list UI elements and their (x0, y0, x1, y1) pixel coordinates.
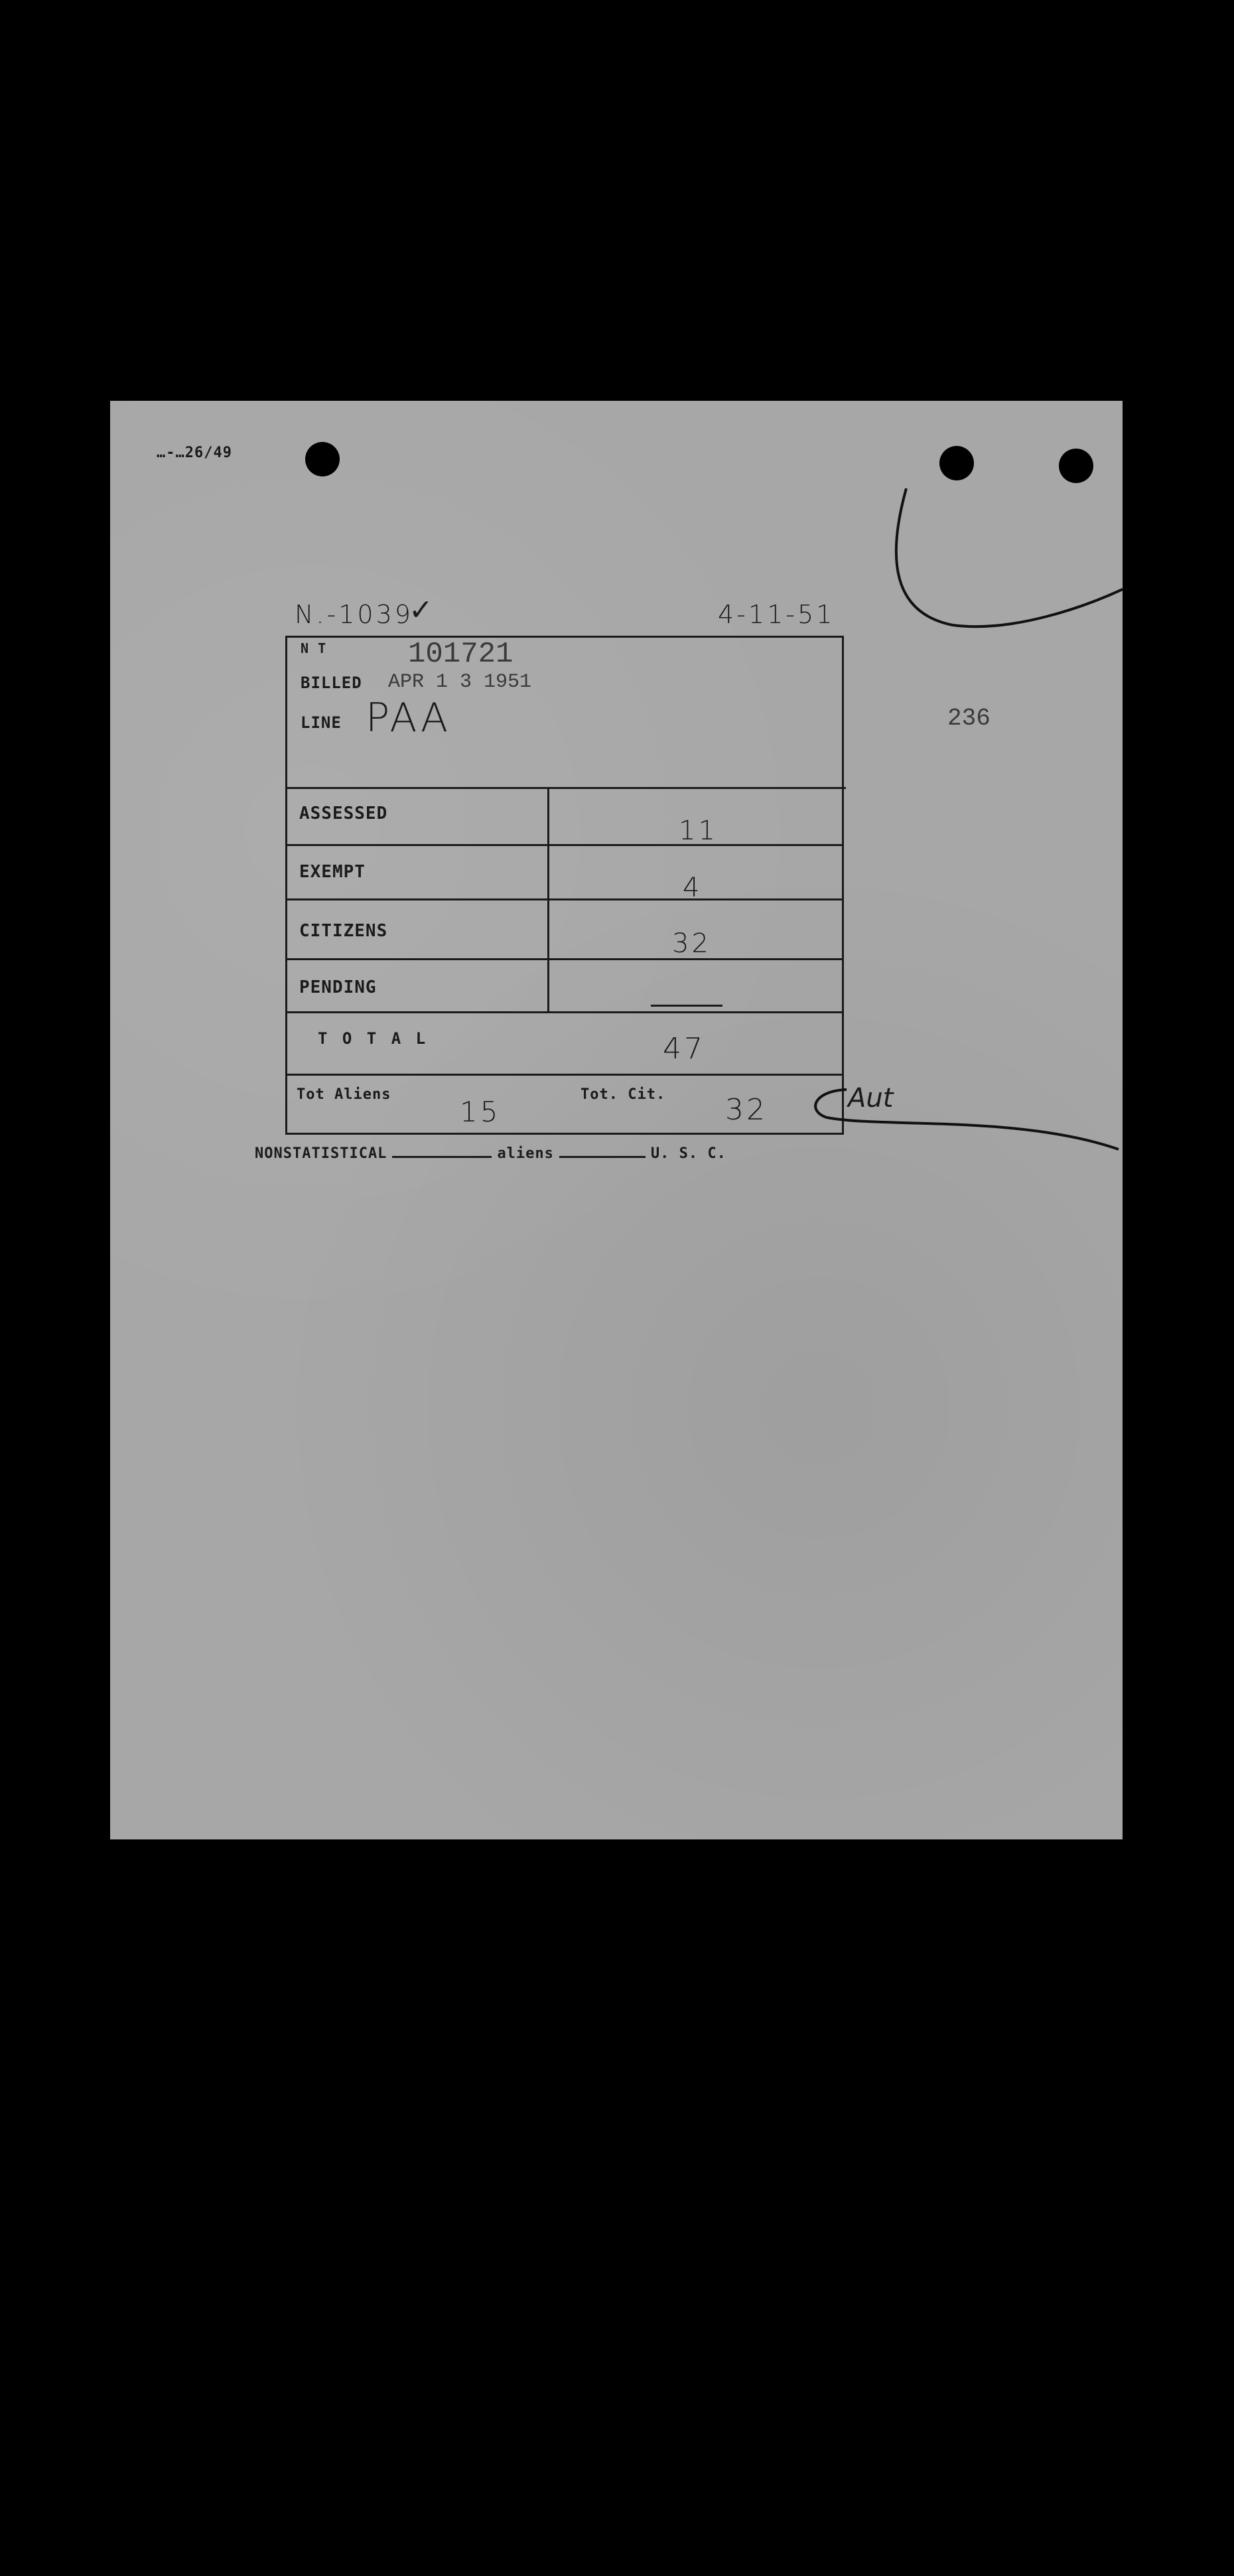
initials-loop (800, 1084, 1132, 1157)
pencil-stroke (886, 480, 1125, 653)
punch-hole-right (1059, 449, 1093, 483)
blank-line (392, 1156, 492, 1158)
row-divider (287, 958, 842, 960)
usc-label: U. S. C. (650, 1145, 726, 1162)
row-label-pending: PENDING (299, 977, 377, 997)
tot-cit-value: 32 (725, 1093, 768, 1127)
row-divider (287, 844, 842, 846)
total-label: T O T A L (318, 1029, 429, 1048)
document-page (110, 401, 1123, 1839)
aliens-label: aliens (497, 1145, 554, 1162)
row-value-assessed: 11 (679, 816, 718, 846)
nonstatistical-line (255, 1145, 726, 1162)
billing-form (285, 636, 844, 1135)
total-value: 47 (663, 1032, 705, 1066)
reviewer-initials: Aut (848, 1083, 894, 1113)
nonstatistical-label: NONSTATISTICAL (255, 1145, 387, 1162)
handwritten-date: 4-11-51 (718, 600, 835, 629)
billed-date-stamp: APR 1 3 1951 (388, 671, 532, 693)
pending-blank-line (651, 1005, 722, 1007)
form-code: …-…26/49 (157, 445, 232, 461)
form-number: 101721 (408, 638, 514, 671)
row-label-exempt: EXEMPT (299, 862, 366, 882)
row-divider (287, 1011, 842, 1013)
row-value-exempt: 4 (683, 873, 703, 903)
tot-cit-label: Tot. Cit. (581, 1086, 666, 1103)
billed-label: BILLED (301, 674, 362, 692)
punch-hole-left (305, 442, 340, 476)
line-label: LINE (301, 713, 342, 732)
tot-aliens-label: Tot Aliens (297, 1086, 391, 1103)
nt-label: N T (301, 640, 327, 656)
check-mark: ✓ (409, 593, 436, 627)
page-number: 236 (947, 705, 991, 732)
tot-aliens-value: 15 (460, 1096, 501, 1128)
line-value: PAA (366, 695, 451, 741)
row-divider (287, 1074, 842, 1076)
blank-line (559, 1156, 646, 1158)
row-divider (287, 898, 842, 900)
control-number: N.-1039 (295, 600, 413, 629)
punch-hole-middle (939, 446, 974, 480)
row-value-citizens: 32 (672, 928, 711, 959)
row-label-citizens: CITIZENS (299, 921, 388, 941)
row-label-assessed: ASSESSED (299, 804, 388, 823)
form-divider (287, 787, 846, 789)
